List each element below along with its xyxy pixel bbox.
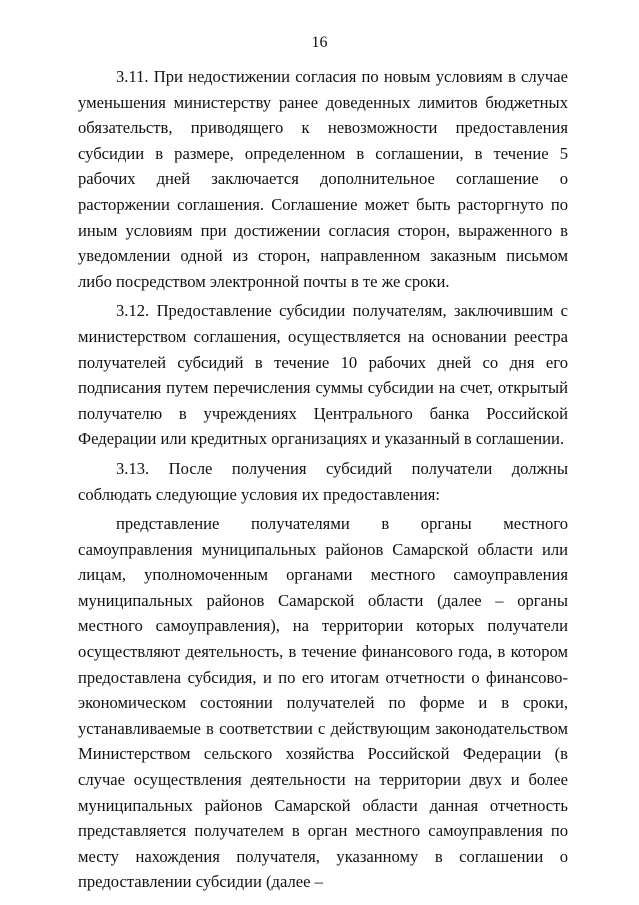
document-body (78, 64, 568, 895)
paragraph-reporting-condition: представление получателями в органы местного самоуправления муниципальных районов Самарской области или лицам, уполномоченным органами местного самоуправления муниципальных районов Самарской области (далее – органы местного самоуправления), на территории которых получатели осуществляют деятельность, в течение финансового года, в котором предоставлена субсидия, и по его итогам отчетности о финансово-экономическом состоянии получателей по форме и в сроки, устанавливаемые в соответствии с действующим законодательством Министерством сельского хозяйства Российской Федерации (в случае осуществления деятельности на территории двух и более муниципальных районов Самарской области данная отчетность представляется получателем в орган местного самоуправления по месту нахождения получателя, указанному в соглашении о предоставлении субсидии (далее – (78, 514, 568, 892)
paragraph-3-13: 3.13. После получения субсидий получатели должны соблюдать следующие условия их предоставления: (78, 458, 568, 504)
paragraph-3-11: 3.11. При недостижении согласия по новым условиям в случае уменьшения министерству ранее доведенных лимитов бюджетных обязательств, приводящего к невозможности предоставления субсидии в размере, определенном в соглашении, в течение 5 рабочих дней заключается дополнительное соглашение о расторжении соглашения. Соглашение может быть расторгнуто по иным условиям при достижении согласия сторон, выраженного в уведомлении одной из сторон, направленном заказным письмом либо посредством электронной почты в те же сроки. (78, 67, 568, 291)
page-number: 16 (311, 34, 328, 51)
paragraph-3-12: 3.12. Предоставление субсидии получателям, заключившим с министерством соглашения, осуществляется на основании реестра получателей субсидий в течение 10 рабочих дней со дня его подписания путем перечисления суммы субсидии на счет, открытый получателю в учреждениях Центрального банка Российской Федерации или кредитных организациях и указанный в соглашении. (78, 301, 568, 449)
